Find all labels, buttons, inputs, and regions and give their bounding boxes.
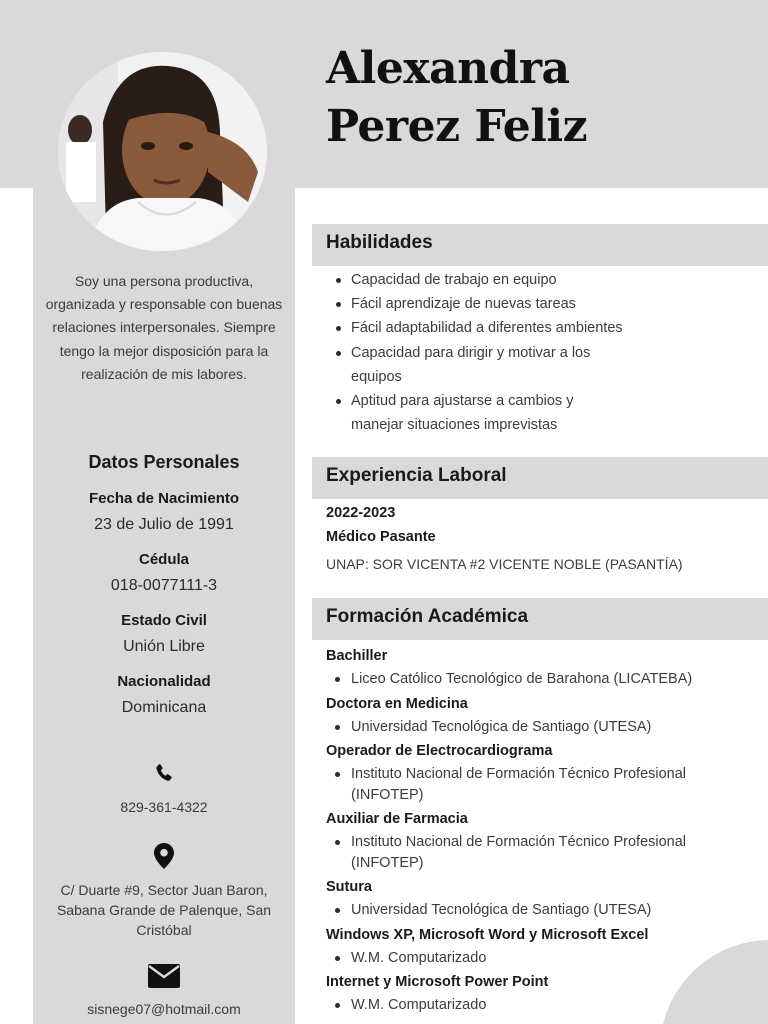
marital-status-label: Estado Civil bbox=[121, 612, 207, 629]
map-pin-icon bbox=[33, 843, 295, 874]
education-list bbox=[326, 646, 756, 1020]
degree-title: Internet y Microsoft Power Point bbox=[326, 974, 549, 990]
first-name: Alexandra bbox=[326, 43, 570, 94]
experience-role: Médico Pasante bbox=[326, 529, 436, 545]
education-title: Formación Académica bbox=[326, 606, 529, 627]
experience-header bbox=[312, 457, 768, 499]
school-name: Universidad Tecnológica de Santiago (UTESA) bbox=[326, 900, 756, 921]
last-name: Perez Feliz bbox=[326, 101, 588, 152]
full-name bbox=[326, 40, 587, 156]
school-name: W.M. Computarizado bbox=[326, 948, 756, 969]
envelope-icon bbox=[33, 964, 295, 993]
school-name: Instituto Nacional de Formación Técnico Profesional (INFOTEP) bbox=[326, 832, 726, 873]
nationality-value: Dominicana bbox=[121, 699, 207, 716]
degree-title: Auxiliar de Farmacia bbox=[326, 811, 468, 827]
birthdate-value: 23 de Julio de 1991 bbox=[94, 516, 234, 533]
education-header bbox=[312, 598, 768, 640]
nationality-label: Nacionalidad bbox=[117, 673, 211, 690]
list-item: Capacidad para dirigir y motivar a los equipos bbox=[330, 341, 640, 389]
profile-photo bbox=[58, 52, 267, 251]
phone-icon bbox=[33, 761, 295, 790]
experience-title: Experiencia Laboral bbox=[326, 465, 507, 486]
experience-place: UNAP: SOR VICENTA #2 VICENTE NOBLE (PASANTÍA) bbox=[326, 556, 683, 572]
degree-title: Bachiller bbox=[326, 648, 388, 664]
marital-status-value: Unión Libre bbox=[123, 638, 205, 655]
address-text: C/ Duarte #9, Sector Juan Baron, Sabana Grande de Palenque, San Cristóbal bbox=[56, 882, 272, 938]
experience-period: 2022-2023 bbox=[326, 505, 396, 521]
degree-title: Doctora en Medicina bbox=[326, 695, 468, 712]
school-name: Universidad Tecnológica de Santiago (UTESA) bbox=[326, 717, 756, 738]
email-address[interactable]: sisnege07@hotmail.com bbox=[87, 1001, 241, 1017]
phone-number[interactable]: 829-361-4322 bbox=[120, 799, 208, 815]
birthdate-label: Fecha de Nacimiento bbox=[88, 490, 240, 507]
skills-title: Habilidades bbox=[326, 232, 433, 253]
id-value: 018-0077111-3 bbox=[110, 577, 218, 594]
personal-data-heading: Datos Personales bbox=[88, 452, 240, 472]
list-item: Aptitud para ajustarse a cambios y manejar situaciones imprevistas bbox=[330, 389, 620, 437]
school-name: Liceo Católico Tecnológico de Barahona (LICATEBA) bbox=[326, 669, 756, 690]
degree-title: Sutura bbox=[326, 879, 372, 895]
skills-header bbox=[312, 224, 768, 266]
list-item: Fácil adaptabilidad a diferentes ambientes bbox=[330, 316, 750, 340]
degree-title: Windows XP, Microsoft Word y Microsoft Excel bbox=[326, 926, 649, 943]
about-text: Soy una persona productiva, organizada y responsable con buenas relaciones interpersonales. Siempre tengo la mejor disposición para la realización de mis labores. bbox=[45, 273, 283, 382]
school-name: W.M. Computarizado bbox=[326, 995, 756, 1016]
skills-list bbox=[330, 268, 750, 437]
id-label: Cédula bbox=[138, 551, 189, 568]
list-item: Capacidad de trabajo en equipo bbox=[330, 268, 750, 292]
list-item: Fácil aprendizaje de nuevas tareas bbox=[330, 292, 750, 316]
degree-title: Operador de Electrocardiograma bbox=[326, 743, 553, 759]
school-name: Instituto Nacional de Formación Técnico Profesional (INFOTEP) bbox=[326, 764, 726, 805]
